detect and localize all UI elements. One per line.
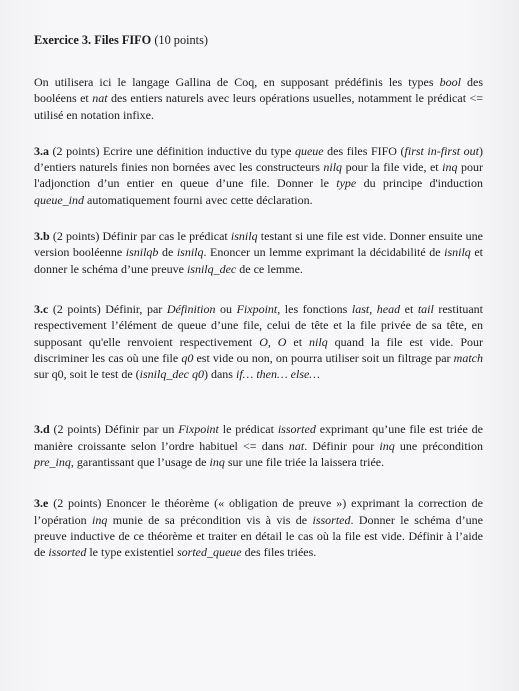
paragraph-intro: [34, 74, 483, 123]
italic-term: bool: [439, 75, 461, 89]
text-run: de ce lemme.: [236, 261, 303, 276]
exercise-title-bold: Exercice 3. Files FIFO: [34, 33, 152, 47]
italic-term: inq: [442, 160, 458, 175]
text-run: le type existentiel: [86, 545, 177, 560]
text-run: le prédicat: [218, 422, 278, 437]
italic-term: queue_ind: [34, 192, 84, 207]
text-run: pour l'adjonction d’un entier en queue d’une file. Donner le: [34, 160, 484, 191]
text-run: de: [158, 245, 177, 260]
italic-term: pre_inq: [34, 455, 71, 470]
text-run: ) dans: [203, 367, 236, 382]
italic-term: Fixpoint: [236, 301, 278, 316]
text-run: . Donner le schéma d’une preuve inductive de ce théorème et traiter en détail le cas où la file est vide. Définir à l’aide de: [34, 512, 483, 560]
italic-term: issorted: [312, 512, 351, 527]
italic-term: head: [376, 301, 401, 316]
text-run: (2 points) Définir par cas le prédicat: [49, 229, 231, 244]
text-run: restituant respectivement l’élément de queue d’une file, celui de tête et la file privée de sa tête, en supposant qu'elle renvoient respectivement: [34, 301, 484, 349]
text-run: pour la file vide, et: [342, 160, 443, 175]
italic-term: inq: [379, 438, 395, 453]
text-run: ou: [215, 301, 237, 316]
italic-term: isnilq_dec: [186, 261, 237, 276]
italic-term: last: [351, 301, 370, 316]
italic-term: inq: [209, 455, 225, 470]
italic-term: issorted: [277, 422, 316, 437]
page-content: [34, 32, 483, 581]
italic-term: issorted: [48, 545, 87, 560]
italic-term: q0: [181, 350, 194, 365]
italic-term: Fixpoint: [178, 422, 219, 437]
italic-term: first in-first out: [404, 143, 479, 158]
question-3c: [34, 301, 483, 382]
italic-term: match: [453, 350, 483, 365]
text-run: ) d’entiers naturels finies non bornées avec les constructeurs: [34, 143, 483, 175]
italic-term: nilq: [309, 334, 328, 349]
text-run: du principe d'induction: [356, 176, 484, 191]
text-run: des files FIFO (: [323, 143, 405, 158]
italic-term: isnilq: [230, 229, 258, 244]
question-3e: [34, 495, 483, 560]
text-run: automatiquement fourni avec cette déclaration.: [84, 192, 313, 207]
italic-term: Définition: [166, 301, 216, 316]
italic-term: if… then… else…: [235, 367, 320, 382]
text-run: des files triées.: [241, 545, 317, 560]
text-run: sur q0, soit le test de (: [34, 367, 140, 382]
italic-term: isnilq: [444, 245, 471, 260]
question-3b: [34, 228, 483, 277]
text-run: et donner le schéma d’une preuve: [34, 245, 484, 276]
italic-term: O, O: [259, 334, 287, 349]
text-run: exprimant qu’une file est triée de manière croissante selon l’ordre habituel <= dans: [34, 422, 483, 453]
question-3d: [34, 421, 483, 470]
question-label: 3.a: [34, 143, 49, 158]
italic-term: nilq: [323, 160, 343, 175]
text-run: quand la file est vide. Pour discriminer les cas où une file: [34, 334, 483, 365]
text-run: (2 points) Enoncer le théorème (« obligation de preuve ») exprimant la correction de l’opération: [34, 496, 483, 527]
text-run: et: [400, 301, 418, 316]
text-run: des entiers naturels avec leurs opérations usuelles, notamment le prédicat <= utilisé en notation infixe.: [34, 91, 483, 122]
text-run: des booléens et: [34, 75, 484, 106]
italic-term: inq: [92, 512, 108, 527]
question-label: 3.d: [34, 422, 50, 437]
question-label: 3.b: [34, 229, 50, 244]
text-run: est vide ou non, on pourra utiliser soit un filtrage par: [193, 350, 454, 365]
text-run: . Enoncer un lemme exprimant la décidabilité de: [203, 245, 445, 260]
italic-term: sorted_queue: [176, 545, 242, 560]
italic-term: type: [336, 176, 357, 191]
italic-term: isnilq_dec q0: [139, 367, 204, 382]
question-3a: [34, 143, 483, 208]
text-run: (2 points) Ecrire une définition inductive du type: [49, 143, 295, 158]
text-run: et: [286, 334, 310, 349]
text-run: , garantissant que l’usage de: [70, 455, 210, 470]
italic-term: isnilqb: [125, 245, 159, 260]
italic-term: isnilq: [176, 245, 204, 260]
italic-term: queue: [294, 143, 324, 158]
text-run: une précondition: [394, 438, 483, 453]
text-run: . Définir pour: [304, 438, 380, 453]
text-run: (2 points) Définir par un: [49, 422, 179, 437]
text-run: (2 points) Définir, par: [48, 301, 167, 316]
italic-term: nat: [92, 91, 108, 106]
italic-term: tail: [417, 301, 434, 316]
exercise-points: (10 points): [151, 33, 208, 47]
text-run: On utilisera ici le langage Gallina de Coq, en supposant prédéfinis les types: [34, 75, 440, 89]
question-label: 3.e: [34, 496, 49, 511]
text-run: sur une file triée la laissera triée.: [224, 455, 385, 470]
question-label: 3.c: [34, 301, 49, 316]
italic-term: nat: [288, 438, 305, 453]
text-run: testant si une file est vide. Donner ensuite une version booléenne: [34, 229, 483, 260]
exercise-title: [34, 32, 483, 48]
text-run: , les fonctions: [277, 301, 352, 316]
text-run: ,: [369, 301, 377, 316]
text-run: munie de sa précondition vis à vis de: [107, 512, 313, 527]
